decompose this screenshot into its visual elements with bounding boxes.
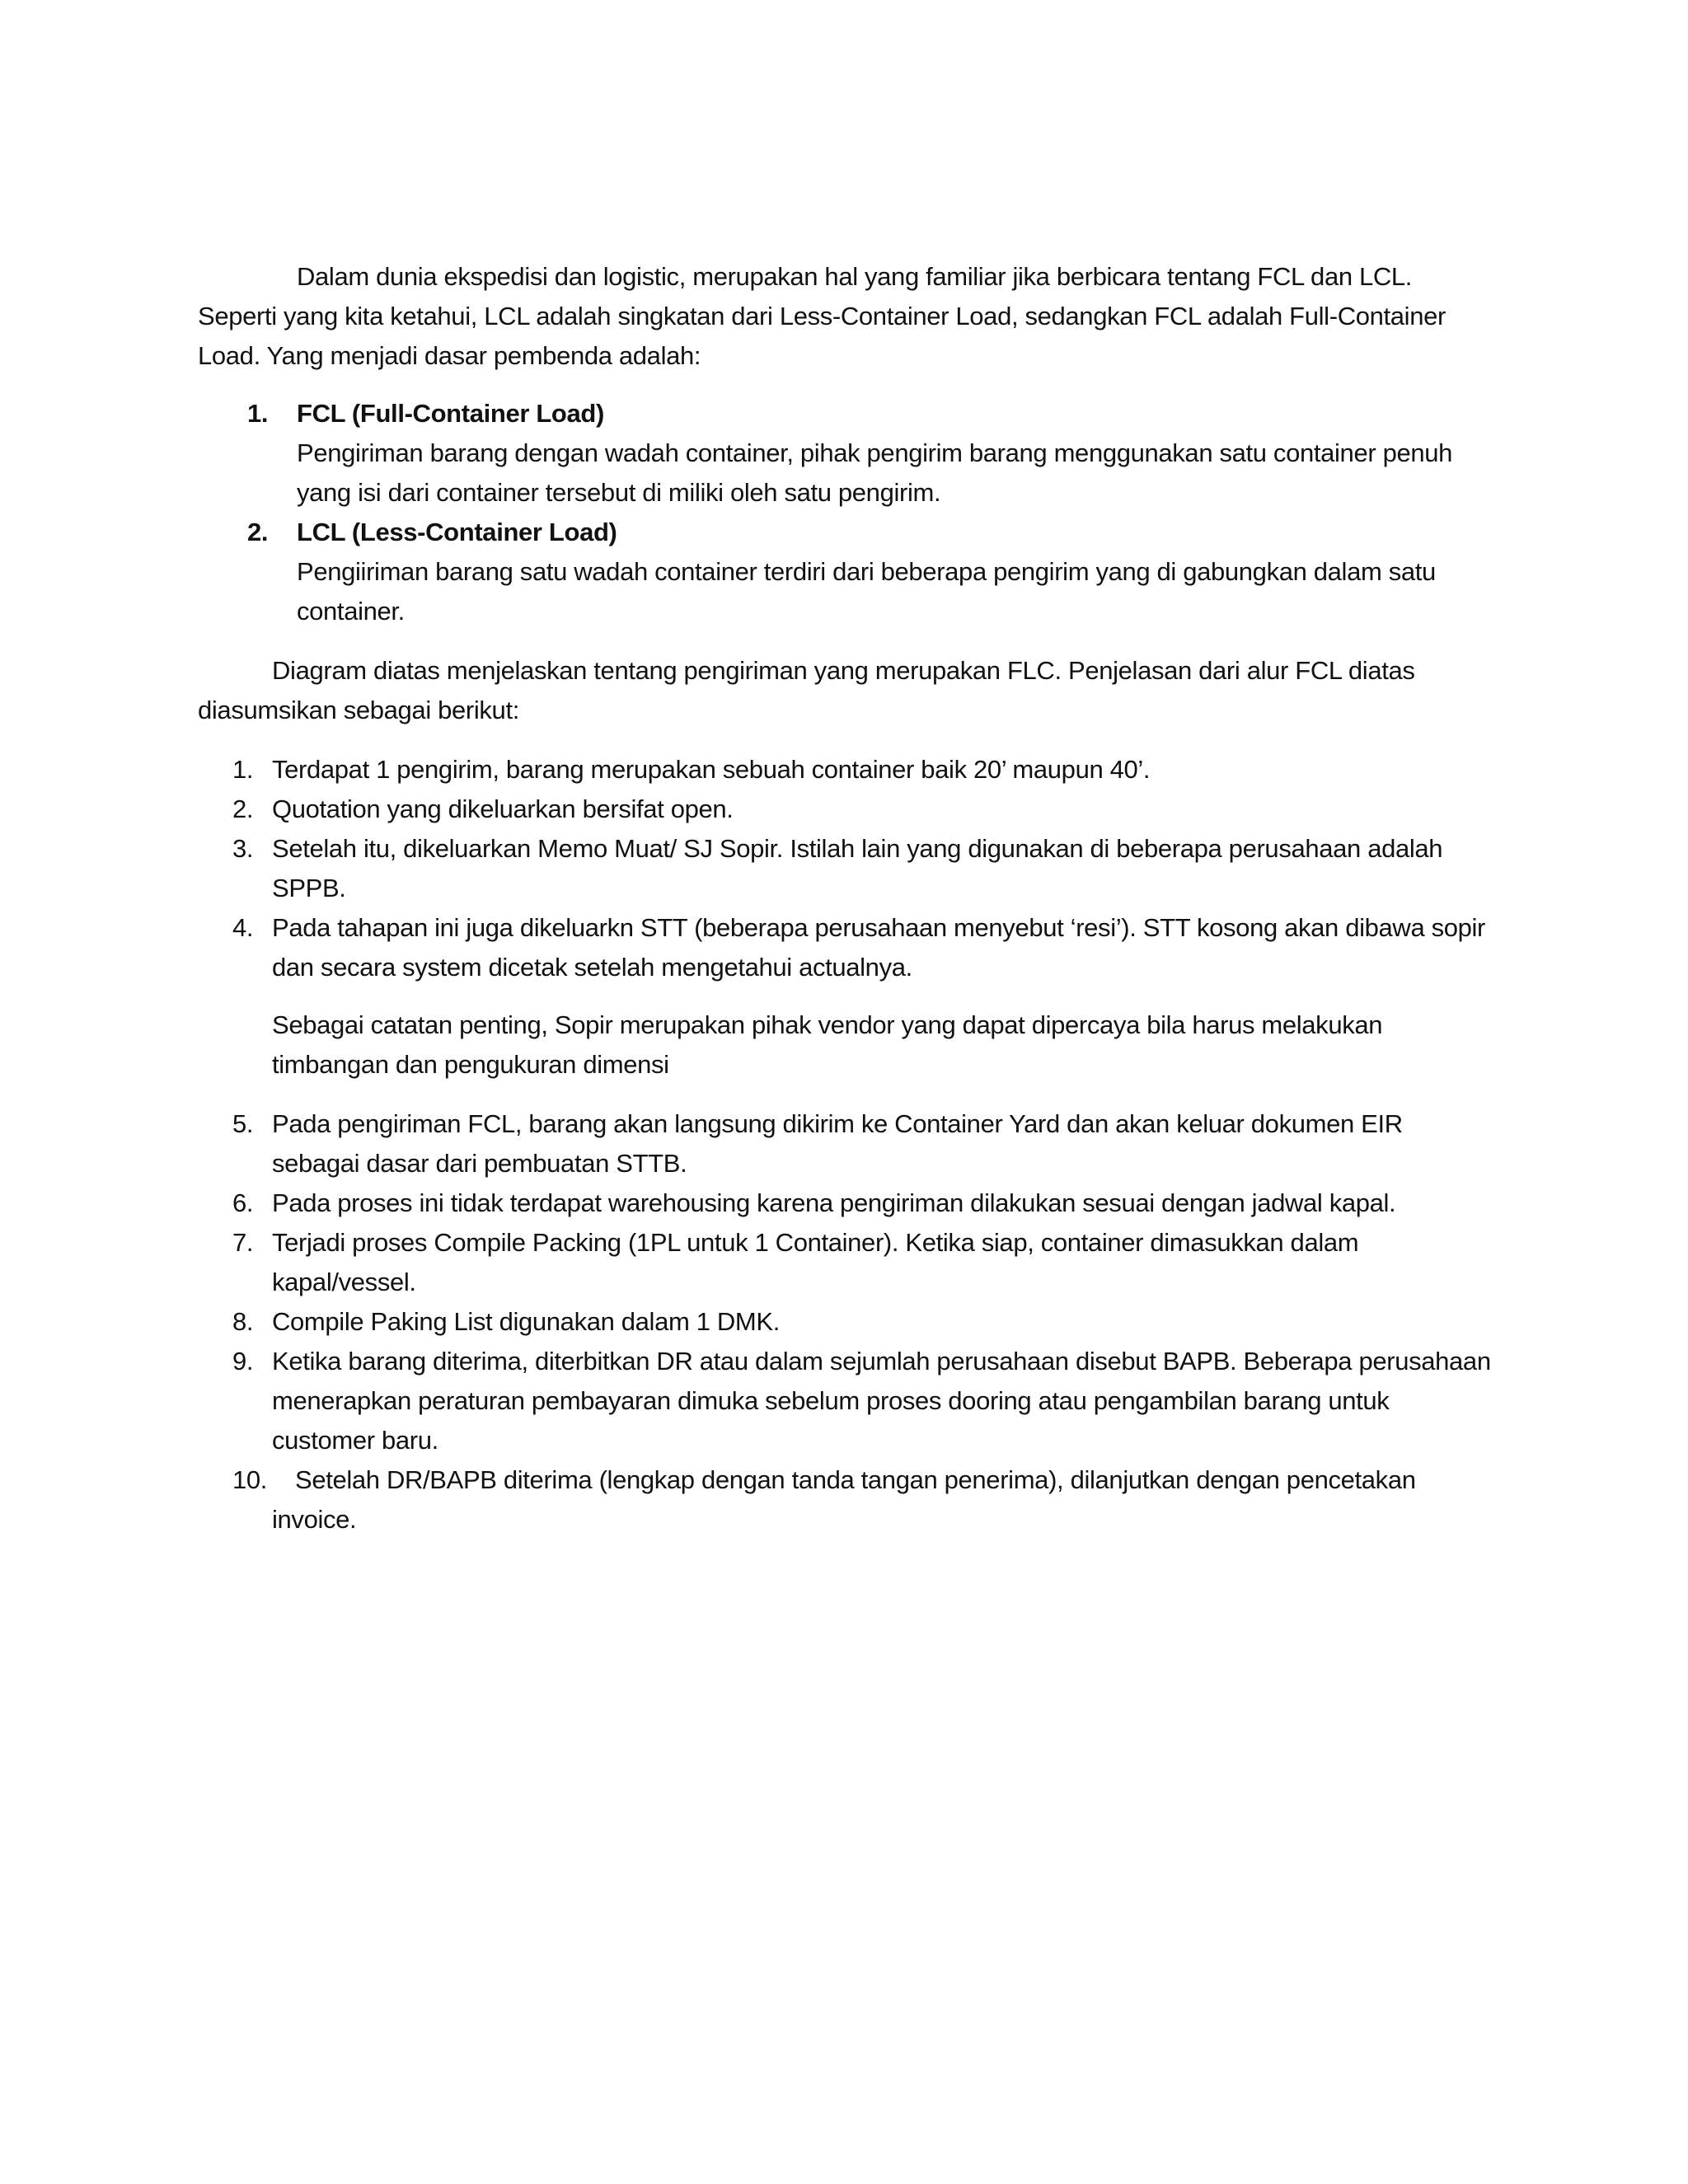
definition-number: 2. bbox=[247, 518, 269, 546]
step-text: Pada tahapan ini juga dikeluarkn STT (beberapa perusahaan menyebut ‘resi’). STT kosong akan dibawa sopir dan secara system dicetak setelah mengetahui actualnya. bbox=[272, 913, 1486, 982]
step-number: 8. bbox=[232, 1307, 254, 1336]
step-text: Pada proses ini tidak terdapat warehousing karena pengiriman dilakukan sesuai dengan jadwal kapal. bbox=[272, 1188, 1396, 1217]
definition-list bbox=[198, 394, 1493, 631]
step-number: 10. bbox=[232, 1465, 268, 1494]
definition-title: FCL (Full-Container Load) bbox=[297, 399, 604, 428]
step-text: Setelah itu, dikeluarkan Memo Muat/ SJ Sopir. Istilah lain yang digunakan di beberapa perusahaan adalah SPPB. bbox=[272, 834, 1443, 902]
important-note: Sebagai catatan penting, Sopir merupakan pihak vendor yang dapat dipercaya bila harus melakukan timbangan dan pengukuran dimensi bbox=[272, 1010, 1383, 1079]
list-item bbox=[198, 1183, 1493, 1223]
definition-number: 1. bbox=[247, 399, 269, 428]
step-text: Compile Paking List digunakan dalam 1 DMK. bbox=[272, 1307, 780, 1336]
step-number: 1. bbox=[232, 755, 254, 784]
definition-title: LCL (Less-Container Load) bbox=[297, 518, 617, 546]
step-number: 4. bbox=[232, 913, 254, 942]
step-text: Pada pengiriman FCL, barang akan langsung dikirim ke Container Yard dan akan keluar dokumen EIR sebagai dasar dari pembuatan STTB. bbox=[272, 1109, 1403, 1178]
list-item bbox=[198, 1460, 1493, 1540]
list-item bbox=[198, 750, 1493, 790]
list-item bbox=[198, 1104, 1493, 1183]
steps-list-b bbox=[198, 1104, 1493, 1540]
step-text: Terjadi proses Compile Packing (1PL untuk 1 Container). Ketika siap, container dimasukkan dalam kapal/vessel. bbox=[272, 1228, 1359, 1296]
list-item bbox=[198, 1342, 1493, 1460]
document-body bbox=[198, 257, 1493, 1540]
steps-list-a bbox=[198, 750, 1493, 987]
step-text: Setelah DR/BAPB diterima (lengkap dengan tanda tangan penerima), dilanjutkan dengan pencetakan invoice. bbox=[272, 1465, 1416, 1534]
definition-item-fcl bbox=[198, 394, 1493, 513]
list-item bbox=[198, 790, 1493, 829]
step-text: Ketika barang diterima, diterbitkan DR atau dalam sejumlah perusahaan disebut BAPB. Beberapa perusahaan menerapkan peraturan pembayaran dimuka sebelum proses dooring atau pengambilan barang untuk customer baru. bbox=[272, 1347, 1491, 1455]
list-item bbox=[198, 829, 1493, 908]
definition-description: Pengiriman barang dengan wadah container, pihak pengirim barang menggunakan satu container penuh yang isi dari container tersebut di miliki oleh satu pengirim. bbox=[297, 438, 1453, 507]
step-text: Terdapat 1 pengirim, barang merupakan sebuah container baik 20’ maupun 40’. bbox=[272, 755, 1151, 784]
definition-item-lcl bbox=[198, 513, 1493, 631]
step-number: 2. bbox=[232, 794, 254, 823]
diagram-intro-paragraph: Diagram diatas menjelaskan tentang pengiriman yang merupakan FLC. Penjelasan dari alur FCL diatas diasumsikan sebagai berikut: bbox=[198, 656, 1415, 724]
list-item bbox=[198, 1302, 1493, 1342]
list-item bbox=[198, 908, 1493, 987]
step-number: 5. bbox=[232, 1109, 254, 1138]
step-number: 9. bbox=[232, 1347, 254, 1376]
step-number: 6. bbox=[232, 1188, 254, 1217]
step-number: 3. bbox=[232, 834, 254, 863]
list-item bbox=[198, 1223, 1493, 1302]
definition-description: Pengiiriman barang satu wadah container terdiri dari beberapa pengirim yang di gabungkan dalam satu container. bbox=[297, 557, 1436, 626]
intro-paragraph: Dalam dunia ekspedisi dan logistic, merupakan hal yang familiar jika berbicara tentang FCL dan LCL. Seperti yang kita ketahui, LCL adalah singkatan dari Less-Container Load, sedangkan FCL adalah Full-Container Load. Yang menjadi dasar pembenda adalah: bbox=[198, 262, 1446, 370]
step-number: 7. bbox=[232, 1228, 254, 1257]
step-text: Quotation yang dikeluarkan bersifat open. bbox=[272, 794, 734, 823]
